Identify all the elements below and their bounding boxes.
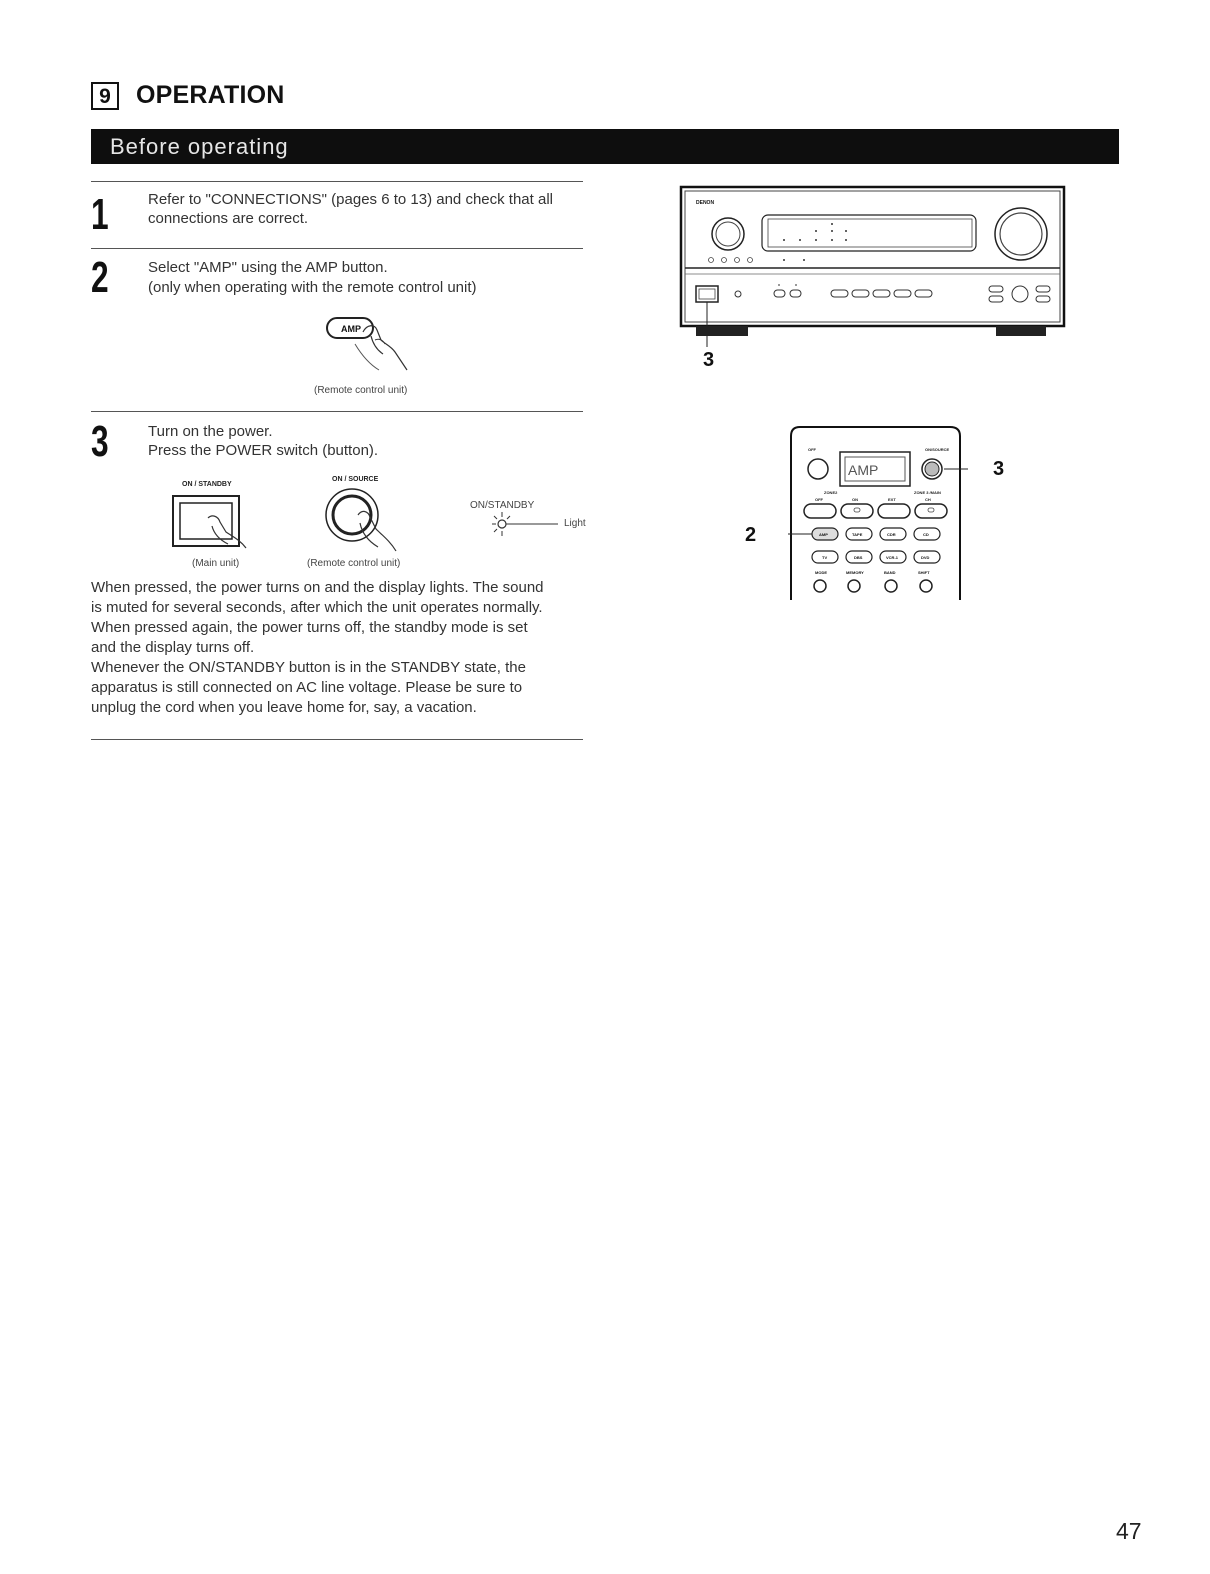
zone2-label: ZONE2 — [824, 490, 838, 495]
row3-label: VCR-1 — [886, 555, 899, 560]
divider — [91, 248, 583, 249]
indicator-label: ON/STANDBY — [470, 500, 535, 511]
remote-off-label: OFF — [808, 447, 816, 452]
row1-label: CH — [925, 497, 931, 502]
on-source-label: ON / SOURCE — [332, 476, 379, 483]
remote-power-illustration — [310, 485, 420, 560]
step-1-number: 1 — [91, 190, 109, 239]
step-2-number: 2 — [91, 253, 109, 302]
body-line: When pressed, the power turns on and the display lights. The sound — [91, 579, 544, 596]
section-number-box: 9 — [91, 82, 119, 110]
zone3-label: ZONE 3 /MAIN — [914, 490, 941, 495]
row2-label: CD — [923, 532, 929, 537]
row4-label: SHIFT — [918, 570, 930, 575]
section-title: OPERATION — [136, 81, 285, 109]
row4-label: BAND — [884, 570, 896, 575]
row3-label: DBS — [854, 555, 863, 560]
divider — [91, 411, 583, 412]
step-3-line-1: Turn on the power. — [148, 423, 273, 440]
main-unit-caption: (Main unit) — [192, 558, 240, 569]
banner-title: Before operating — [110, 134, 289, 159]
body-line: is muted for several seconds, after which the unit operates normally. — [91, 599, 543, 616]
brand-logo: DENON — [696, 200, 715, 206]
body-line: When pressed again, the power turns off, the standby mode is set — [91, 619, 528, 636]
remote-on-source-label: ON/SOURCE — [925, 447, 950, 452]
remote-display-text: AMP — [848, 462, 879, 478]
row2-label: TAPE — [852, 532, 863, 537]
step-2-caption: (Remote control unit) — [314, 385, 408, 396]
page-number: 47 — [1116, 1518, 1142, 1544]
amp-button-label: AMP — [341, 324, 361, 334]
remote-amp-callout: 2 — [745, 524, 757, 546]
body-line: apparatus is still connected on AC line voltage. Please be sure to — [91, 679, 523, 696]
remote-unit-caption: (Remote control unit) — [307, 558, 401, 569]
step-1-line-2: connections are correct. — [148, 210, 309, 227]
receiver-front-panel — [676, 182, 1071, 347]
power-description — [91, 578, 583, 718]
row3-label: TV — [822, 555, 828, 560]
indicator-light-label: Light — [564, 518, 586, 529]
row4-label: MODE — [815, 570, 827, 575]
step-3-number: 3 — [91, 417, 109, 466]
step-2-line-2: (only when operating with the remote control unit) — [148, 279, 477, 296]
divider — [91, 181, 583, 182]
amp-button-illustration — [315, 310, 425, 380]
step-1-line-1: Refer to "CONNECTIONS" (pages 6 to 13) and check that all — [148, 191, 553, 208]
on-standby-label: ON / STANDBY — [182, 481, 232, 488]
remote-control-unit — [788, 424, 968, 600]
row1-label: EXT — [888, 497, 896, 502]
body-line: unplug the cord when you leave home for, say, a vacation. — [91, 699, 477, 716]
row1-label: ON — [852, 497, 858, 502]
receiver-power-callout: 3 — [703, 349, 715, 371]
row1-label: OFF — [815, 497, 823, 502]
main-unit-power-illustration — [168, 490, 268, 560]
step-2-line-1: Select "AMP" using the AMP button. — [148, 259, 388, 276]
row2-label: CDR — [887, 532, 896, 537]
step-3-line-2: Press the POWER switch (button). — [148, 442, 379, 459]
standby-indicator-light — [490, 510, 570, 540]
divider — [91, 739, 583, 740]
row4-label: MEMORY — [846, 570, 864, 575]
row3-label: DVD — [921, 555, 930, 560]
body-line: and the display turns off. — [91, 639, 255, 656]
body-line: Whenever the ON/STANDBY button is in the STANDBY state, the — [91, 659, 526, 676]
remote-power-callout: 3 — [993, 458, 1005, 480]
amp-key-label: AMP — [819, 532, 828, 537]
